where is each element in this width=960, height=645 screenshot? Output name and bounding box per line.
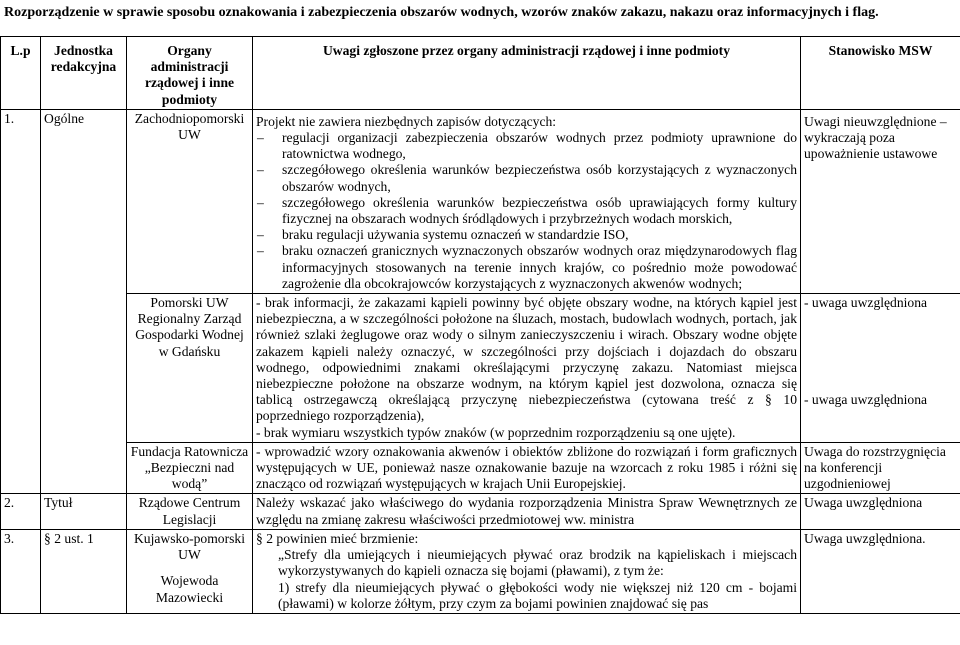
header-remarks: Uwagi zgłoszone przez organy administracji rządowej i inne podmioty	[253, 37, 801, 110]
organ-name: Wojewoda Mazowiecki	[155, 573, 224, 605]
list-item: – braku oznaczeń granicznych wyznaczonych obszarów wodnych oraz międzynarodowych flag informacyjnych stosowanych na terenie innych krajów, co pośrednio może powodować zagrożenie dla obcokrajowców korzystających z wyznaczonych akwenów wodnych;	[256, 243, 797, 292]
header-unit: Jednostka redakcyjna	[41, 37, 127, 110]
row-remark	[253, 294, 801, 443]
remark-bullet-list	[256, 130, 797, 292]
row-remark	[253, 109, 801, 293]
row-organ: Rządowe Centrum Legislacji	[127, 494, 253, 529]
remark-intro: Projekt nie zawiera niezbędnych zapisów dotyczących:	[256, 113, 557, 129]
table-row	[1, 109, 960, 293]
remark-paragraph: - brak informacji, że zakazami kąpieli powinny być objęte obszary wodne, na których kąpiel jest niebezpieczna, a w szczególności położone na śluzach, mostach, budowlach wodnych, portach, jak również szlaki żeglugowe oraz wody o silnym zanieczyszczeniu i wirach. Obszary wodne objęte zakazem kąpieli należy oznaczyć, w szczególności przy dojściach i dojazdach do obszaru wodnego, odpowiednimi znakami określającymi przyczynę zakazu. Natomiast miejsca niebezpieczne położone na obszarze wodnym, na którym kąpiel jest dozwolona, oznacza się tablicą ostrzegawczą określającą przyczynę niebezpieczeństwa (cytowana treść z § 10 poprzedniego rozporządzenia),	[256, 295, 797, 424]
table-row	[1, 294, 960, 443]
position-text: - uwaga uwzględniona	[804, 392, 928, 408]
list-item: – regulacji organizacji zabezpieczenia obszarów wodnych przez podmioty uprawnione do ratownictwa wodnego,	[256, 130, 797, 162]
row-position: Uwaga uwzględniona.	[801, 529, 960, 613]
remark-intro: § 2 powinien mieć brzmienie:	[256, 530, 419, 546]
remark-item: 1) strefy dla nieumiejących pływać o głębokości wody nie większej niż 120 cm - bojami (pławami) w kolorze żółtym, przy czym za bojami powinien znajdować się pas	[278, 579, 797, 611]
organ-name: Kujawsko-pomorski UW	[133, 530, 245, 563]
document-title: Rozporządzenie w sprawie sposobu oznakowania i zabezpieczenia obszarów wodnych, wzorów znaków zakazu, nakazu oraz informacyjnych i flag.	[4, 5, 879, 20]
header-lp: L.p	[1, 37, 41, 110]
list-item: – braku regulacji używania systemu oznaczeń w standardzie ISO,	[256, 227, 797, 243]
table-header-row	[1, 37, 960, 110]
table-row	[1, 529, 960, 613]
row-organ: Pomorski UW Regionalny Zarząd Gospodarki Wodnej w Gdańsku	[127, 294, 253, 443]
row-unit: Tytuł	[41, 494, 127, 529]
position-text: - uwaga uwzględniona	[804, 295, 928, 311]
remark-quote: „Strefy dla umiejących i nieumiejących pływać oraz brodzik na kąpieliskach i miejscach wykorzystywanych do kąpieli oznacza się bojami (pławami), z tym że:	[278, 547, 797, 579]
table-row	[1, 494, 960, 529]
remarks-table	[0, 36, 960, 614]
row-remark: Należy wskazać jako właściwego do wydania rozporządzenia Ministra Spraw Wewnętrznych ze względu na zmianę zakresu właściwości przedmiotowej ww. ministra	[253, 494, 801, 529]
row-remark: - wprowadzić wzory oznakowania akwenów i obiektów zbliżone do rozwiązań i form graficznych występujących w UE, ponieważ nasze oznakowanie bazuje na wzorcach z roku 1985 i różni się znacząco od rozwiązań występujących w krajach Unii Europejskiej.	[253, 442, 801, 494]
header-position: Stanowisko MSW	[801, 37, 960, 110]
row-lp: 1.	[1, 109, 41, 494]
list-item: – szczegółowego określenia warunków bezpieczeństwa osób korzystających z wyznaczonych obszarów wodnych,	[256, 162, 797, 194]
row-unit: § 2 ust. 1	[41, 529, 127, 613]
table-row	[1, 442, 960, 494]
row-position: Uwaga uwzględniona	[801, 494, 960, 529]
row-organ: Fundacja Ratownicza „Bezpieczni nad wodą”	[127, 442, 253, 494]
list-item: – szczegółowego określenia warunków bezpieczeństwa osób uprawiających formy kultury fizycznej na obszarach wodnych śródlądowych i przybrzeżnych wodach morskich,	[256, 195, 797, 227]
row-unit: Ogólne	[41, 109, 127, 494]
header-organ: Organy administracji rządowej i inne podmioty	[127, 37, 253, 110]
row-position: Uwagi nieuwzględnione – wykraczają poza upoważnienie ustawowe	[801, 109, 960, 293]
row-position: Uwaga do rozstrzygnięcia na konferencji uzgodnieniowej	[801, 442, 960, 494]
row-lp: 3.	[1, 529, 41, 613]
row-position	[801, 294, 960, 443]
row-organ: Zachodniopomorski UW	[127, 109, 253, 293]
row-lp: 2.	[1, 494, 41, 529]
remark-paragraph: - brak wymiaru wszystkich typów znaków (w poprzednim rozporządzeniu są one ujęte).	[256, 424, 736, 440]
row-remark	[253, 529, 801, 613]
row-organ	[127, 529, 253, 613]
